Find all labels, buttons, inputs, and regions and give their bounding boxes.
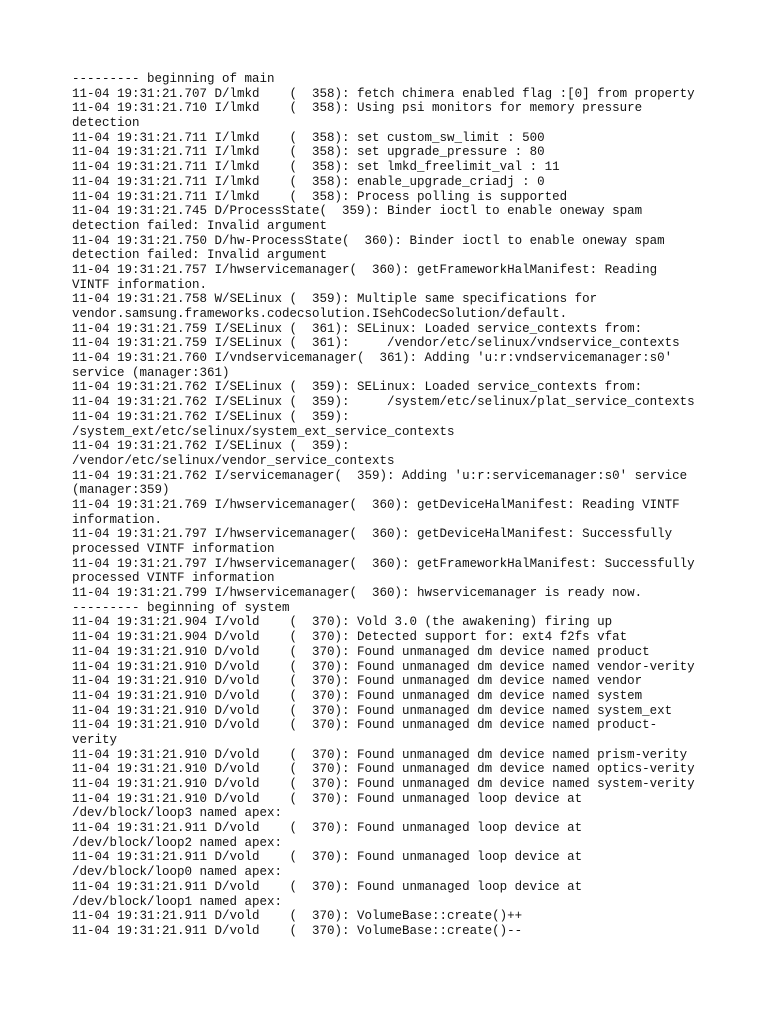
log-line: processed VINTF information: [72, 542, 275, 556]
log-line: 11-04 19:31:21.910 D/vold ( 370): Found unmanaged dm device named vendor: [72, 674, 643, 689]
log-line: 11-04 19:31:21.910 D/vold ( 370): Found unmanaged dm device named prism-verity: [72, 747, 688, 762]
log-line: 11-04 19:31:21.910 D/vold ( 370): Found unmanaged dm device named product: [72, 644, 650, 659]
log-line: 11-04 19:31:21.707 D/lmkd ( 358): fetch chimera enabled flag :[0] from property: [72, 86, 695, 101]
log-line: 11-04 19:31:21.904 I/vold ( 370): Vold 3.0 (the awakening) firing up: [72, 615, 613, 630]
log-document: [72, 72, 712, 939]
log-line: /dev/block/loop1 named apex:: [72, 894, 283, 909]
log-line: 11-04 19:31:21.911 D/vold ( 370): Found unmanaged loop device at: [72, 850, 583, 865]
log-line: 11-04 19:31:21.711 I/lmkd ( 358): enable_upgrade_criadj : 0: [72, 174, 545, 189]
log-line: 11-04 19:31:21.759 I/SELinux ( 361): /vendor/etc/selinux/vndservice_contexts: [72, 336, 680, 351]
log-line: 11-04 19:31:21.769 I/hwservicemanager( 360): getDeviceHalManifest: Reading VINTF: [72, 497, 680, 512]
log-line: 11-04 19:31:21.745 D/ProcessState( 359): Binder ioctl to enable oneway spam: [72, 204, 643, 219]
log-line: --------- beginning of main: [72, 72, 275, 86]
log-line: 11-04 19:31:21.797 I/hwservicemanager( 360): getFrameworkHalManifest: Successfully: [72, 556, 695, 571]
log-line: 11-04 19:31:21.910 D/vold ( 370): Found unmanaged dm device named system-verity: [72, 777, 695, 791]
log-line: 11-04 19:31:21.762 I/SELinux ( 359): /system/etc/selinux/plat_service_contexts: [72, 395, 695, 410]
log-line: 11-04 19:31:21.911 D/vold ( 370): VolumeBase::create()--: [72, 923, 523, 938]
log-line: 11-04 19:31:21.910 D/vold ( 370): Found unmanaged dm device named product-: [72, 718, 658, 733]
log-line: 11-04 19:31:21.910 D/vold ( 370): Found unmanaged dm device named vendor-verity: [72, 659, 695, 674]
log-line: (manager:359): [72, 483, 170, 498]
log-line: /dev/block/loop0 named apex:: [72, 865, 283, 880]
log-line: --------- beginning of system: [72, 600, 290, 615]
log-line: 11-04 19:31:21.710 I/lmkd ( 358): Using psi monitors for memory pressure: [72, 101, 643, 116]
log-line: vendor.samsung.frameworks.codecsolution.ISehCodecSolution/default.: [72, 307, 568, 321]
log-line: 11-04 19:31:21.750 D/hw-ProcessState( 360): Binder ioctl to enable oneway spam: [72, 233, 665, 248]
log-line: processed VINTF information: [72, 571, 275, 586]
log-line: /vendor/etc/selinux/vendor_service_contexts: [72, 453, 395, 468]
log-line: 11-04 19:31:21.911 D/vold ( 370): VolumeBase::create()++: [72, 909, 523, 924]
log-line: 11-04 19:31:21.911 D/vold ( 370): Found unmanaged loop device at: [72, 821, 583, 836]
log-line: 11-04 19:31:21.762 I/SELinux ( 359):: [72, 439, 350, 454]
log-line: service (manager:361): [72, 365, 230, 380]
log-line: 11-04 19:31:21.762 I/servicemanager( 359): Adding 'u:r:servicemanager:s0' service: [72, 468, 688, 483]
log-line: detection failed: Invalid argument: [72, 218, 328, 233]
log-line: 11-04 19:31:21.910 D/vold ( 370): Found unmanaged loop device at: [72, 791, 583, 806]
log-line: 11-04 19:31:21.904 D/vold ( 370): Detected support for: ext4 f2fs vfat: [72, 630, 628, 645]
log-line: 11-04 19:31:21.758 W/SELinux ( 359): Multiple same specifications for: [72, 292, 598, 307]
log-line: 11-04 19:31:21.910 D/vold ( 370): Found unmanaged dm device named system: [72, 688, 643, 703]
log-line: 11-04 19:31:21.759 I/SELinux ( 361): SELinux: Loaded service_contexts from:: [72, 321, 643, 336]
log-line: 11-04 19:31:21.910 D/vold ( 370): Found unmanaged dm device named system_ext: [72, 703, 673, 718]
log-line: 11-04 19:31:21.711 I/lmkd ( 358): set lmkd_freelimit_val : 11: [72, 160, 560, 175]
log-line: 11-04 19:31:21.711 I/lmkd ( 358): Process polling is supported: [72, 189, 568, 204]
log-line: 11-04 19:31:21.762 I/SELinux ( 359):: [72, 409, 350, 424]
log-line: /system_ext/etc/selinux/system_ext_service_contexts: [72, 424, 455, 439]
log-line: verity: [72, 732, 118, 747]
log-line: 11-04 19:31:21.760 I/vndservicemanager( 361): Adding 'u:r:vndservicemanager:s0': [72, 351, 673, 366]
log-line: 11-04 19:31:21.762 I/SELinux ( 359): SELinux: Loaded service_contexts from:: [72, 380, 643, 395]
log-line: /dev/block/loop2 named apex:: [72, 835, 283, 850]
log-line: 11-04 19:31:21.711 I/lmkd ( 358): set custom_sw_limit : 500: [72, 130, 545, 145]
log-line: /dev/block/loop3 named apex:: [72, 806, 283, 821]
log-line: 11-04 19:31:21.757 I/hwservicemanager( 360): getFrameworkHalManifest: Reading: [72, 262, 658, 277]
log-line: information.: [72, 512, 163, 527]
log-line: detection: [72, 116, 140, 131]
log-line: 11-04 19:31:21.797 I/hwservicemanager( 360): getDeviceHalManifest: Successfully: [72, 527, 673, 542]
log-line: 11-04 19:31:21.799 I/hwservicemanager( 360): hwservicemanager is ready now.: [72, 586, 643, 601]
log-line: 11-04 19:31:21.910 D/vold ( 370): Found unmanaged dm device named optics-verity: [72, 762, 695, 777]
log-line: detection failed: Invalid argument: [72, 248, 328, 263]
log-line: 11-04 19:31:21.911 D/vold ( 370): Found unmanaged loop device at: [72, 879, 583, 894]
log-line: VINTF information.: [72, 277, 208, 292]
log-line: 11-04 19:31:21.711 I/lmkd ( 358): set upgrade_pressure : 80: [72, 145, 545, 160]
